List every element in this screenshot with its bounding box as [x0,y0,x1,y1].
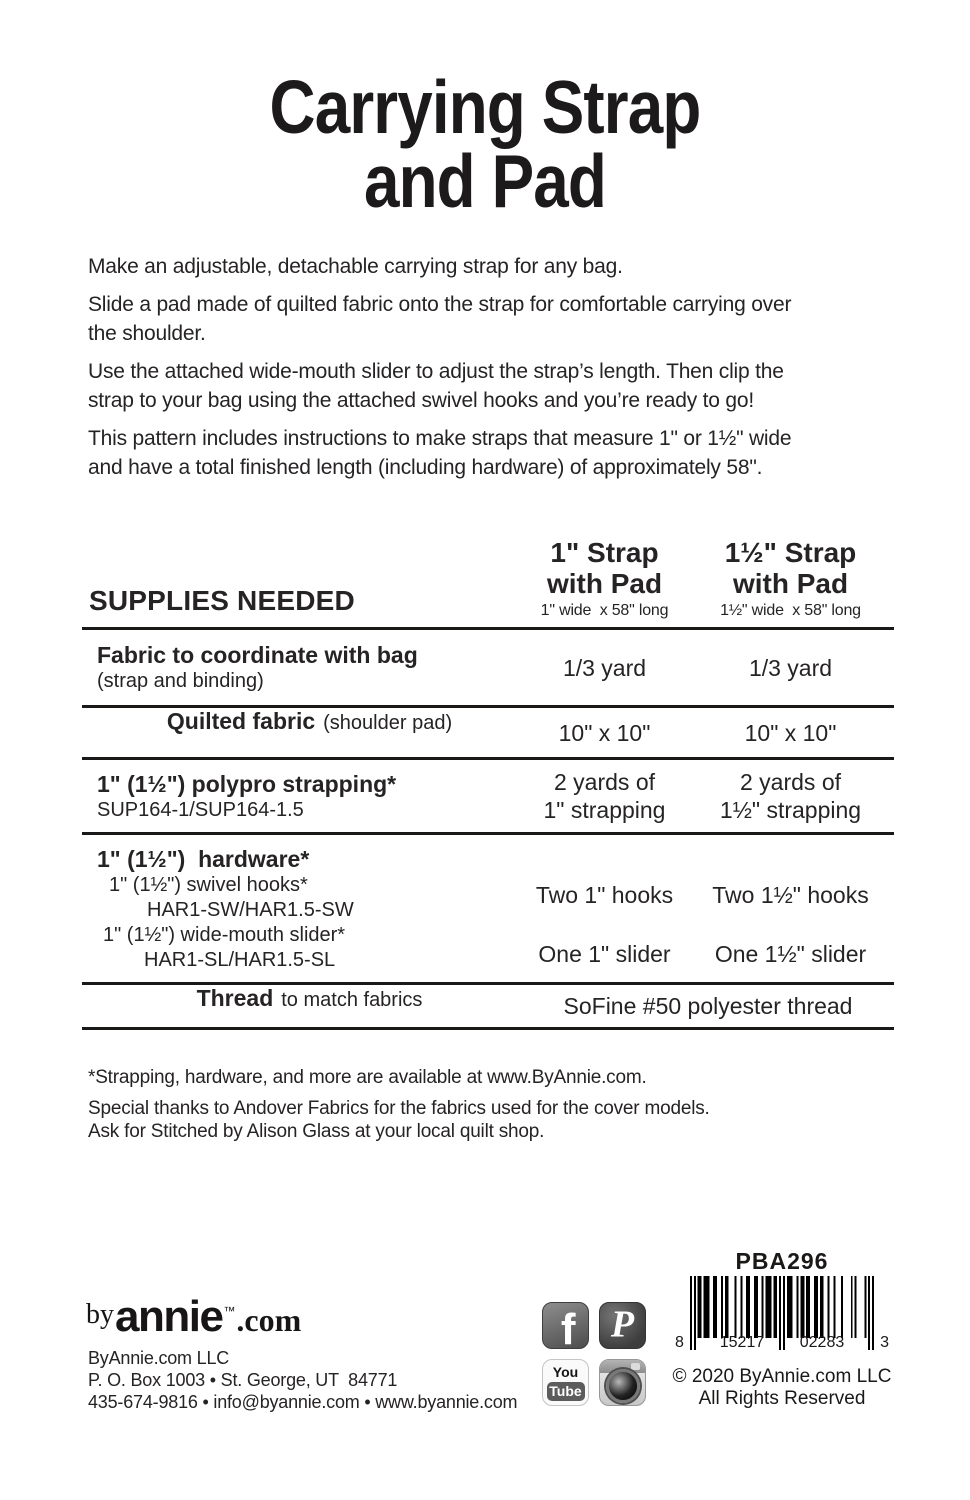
item-name: 1" (1½") hardware* [97,846,310,872]
supplies-table [82,520,894,1030]
text-line: Use the attached wide-mouth slider to adjust the strap’s length. Then clip the [88,360,784,383]
footnote-thanks: Special thanks to Andover Fabrics for the fabrics used for the cover models. [88,1098,710,1119]
item-code: HAR1-SL/HAR1.5-SL [144,949,336,971]
logo-annie: annie [115,1292,223,1341]
item-note: to match fabrics [281,989,423,1011]
supplies-row-thread [82,985,894,1030]
value-1in: 1/3 yard [562,654,647,681]
item-note: (shoulder pad) [323,712,453,734]
slider-value: One 1½" slider [714,941,867,967]
column-header-1-5in-strap [687,520,894,627]
contact-line: 435-674-9816 • info@byannie.com • www.byannie.com [88,1392,518,1412]
value-line: 1" strapping [543,797,666,823]
thread-value: SoFine #50 polyester thread [563,993,853,1019]
supplies-row-hardware [82,835,894,985]
youtube-you-text: You [552,1364,579,1380]
column-title: 1" Strap [550,537,659,568]
supplies-row-fabric [82,630,894,708]
value-1in: 10" x 10" [558,719,651,746]
supplies-row-strapping [82,760,894,835]
facebook-icon [542,1302,589,1349]
barcode-label: PBA296 [735,1248,829,1274]
row-label [82,760,522,832]
title-line-1: Carrying Strap [269,65,701,149]
row-label [82,835,522,982]
row-label [82,630,522,705]
item-name: Quilted fabric [166,708,316,734]
text-line: This pattern includes instructions to make straps that measure 1" or 1½" wide [88,427,792,450]
intro-paragraph-2 [88,290,791,348]
intro-paragraph-4 [88,424,791,482]
footnote-ask: Ask for Stitched by Alison Glass at your local quilt shop. [88,1121,545,1142]
item-note: (strap and binding) [97,670,264,692]
youtube-icon [542,1359,589,1406]
address-line: P. O. Box 1003 • St. George, UT 84771 [88,1370,398,1390]
footnotes [88,1066,710,1143]
copyright-block [668,1366,896,1410]
row-label [82,708,522,757]
supplies-heading: SUPPLIES NEEDED [89,585,355,616]
column-caption: 1" wide x 58" long [540,602,669,619]
logo-com: .com [236,1302,302,1338]
hooks-value: Two 1" hooks [535,882,674,908]
column-title: with Pad [546,568,663,599]
instagram-viewfinder [631,1363,640,1370]
value-1in [522,835,687,982]
pinterest-icon [599,1302,646,1349]
value-1-5in [687,835,894,982]
column-caption: 1½" wide x 58" long [720,602,861,619]
intro-paragraph-1 [88,252,791,281]
instagram-lens [606,1369,640,1403]
facebook-f-glyph: f [560,1305,576,1349]
item-code: HAR1-SW/HAR1.5-SW [147,899,354,921]
trademark-symbol: ™ [223,1304,236,1318]
slider-value: One 1" slider [538,941,671,967]
title-line-2: and Pad [363,139,607,223]
youtube-tube-text: Tube [547,1382,585,1401]
item-name: 1" (1½") polypro strapping* [97,770,397,797]
item-name: Thread [196,985,274,1011]
text-line: Make an adjustable, detachable carrying strap for any bag. [88,255,623,278]
text-line: the shoulder. [88,322,206,345]
page-title [73,65,898,223]
intro-text [88,252,791,491]
row-label [82,985,522,1027]
copyright-line: © 2020 ByAnnie.com LLC [672,1366,892,1387]
value-line: 2 yards of [554,769,655,795]
supplies-header-row [82,520,894,630]
company-address-block [88,1347,517,1413]
text-line: and have a total finished length (including hardware) of approximately 58". [88,456,763,479]
rights-line: All Rights Reserved [698,1388,866,1409]
barcode-block [668,1248,896,1410]
value-line: 2 yards of [740,769,841,795]
item-line: 1" (1½") wide-mouth slider* [103,924,346,946]
byannie-logo [86,1292,301,1342]
footnote-availability: *Strapping, hardware, and more are available at www.ByAnnie.com. [88,1067,647,1088]
supplies-row-quilted-fabric [82,708,894,760]
company-name: ByAnnie.com LLC [88,1348,230,1368]
item-line: 1" (1½") swivel hooks* [109,874,308,896]
text-line: Slide a pad made of quilted fabric onto the strap for comfortable carrying over [88,293,792,316]
intro-paragraph-3 [88,357,791,415]
column-title: with Pad [732,568,849,599]
pinterest-p-glyph: P [610,1302,635,1345]
hooks-value: Two 1½" hooks [712,882,869,908]
value-line: 1½" strapping [719,797,862,823]
value-1-5in: 1/3 yard [748,654,833,681]
value-1-5in: 10" x 10" [744,719,837,746]
barcode-digits-group2: 02283 [799,1334,845,1351]
upc-barcode [675,1276,889,1351]
barcode-digit-right: 3 [880,1334,889,1351]
text-line: strap to your bag using the attached swivel hooks and you’re ready to go! [88,389,754,412]
item-name: Fabric to coordinate with bag [97,642,418,668]
instagram-icon [599,1359,646,1406]
column-header-1in-strap [522,520,687,627]
column-title: 1½" Strap [724,537,857,568]
logo-by: by [86,1299,114,1330]
value-1in [522,760,687,832]
barcode-digits-group1: 15217 [719,1334,765,1351]
social-icons [542,1302,646,1406]
item-code: SUP164-1/SUP164-1.5 [97,798,304,821]
value-1-5in [687,760,894,832]
barcode-digit-left: 8 [675,1334,684,1351]
